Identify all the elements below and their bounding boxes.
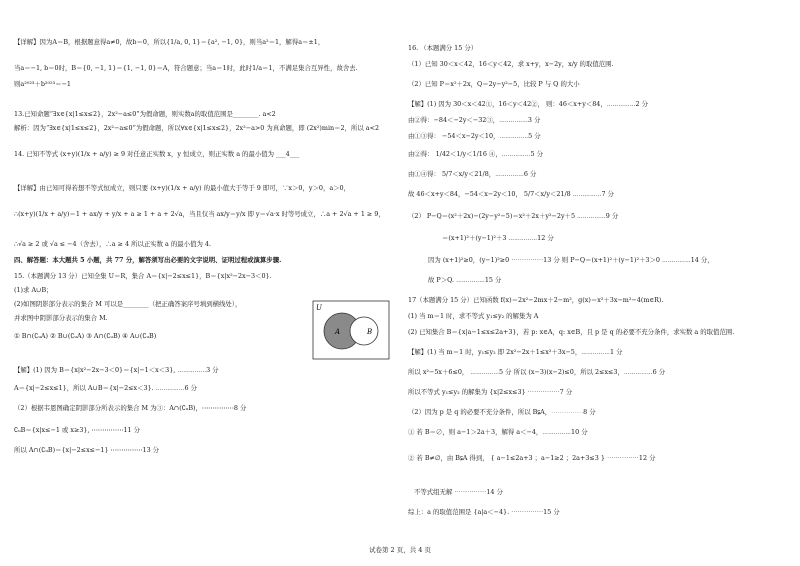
right-line-21: ① 若 B＝∅，则 a−1＞2a＋3，解得 a＜−4，⋯⋯⋯⋯⋯10 分: [408, 428, 588, 436]
right-line-17: 【解】(1) 当 m＝1 时，y₁≤y₂ 即 2x²−2x＋1≤x²＋3x−5，⋯⋯⋯⋯⋯1 分: [408, 348, 623, 356]
left-line-1: 【详解】因为A＝B，根据题意得a≠0，故b＝0，所以{1/a, 0, 1}＝{a², −1, 0}，则当a²＝1，解得a＝±1，: [14, 38, 325, 46]
left-line-18: （2）根据韦恩图确定阴影部分所表示的集合 M 为③：A∩(∁ᵤB)，⋯⋯⋯⋯⋯8 分: [14, 404, 247, 412]
venn-label-a: A: [335, 328, 341, 336]
left-line-14: 并求图中阴影部分表示的集合 M.: [14, 314, 108, 322]
right-line-19: 所以不等式 y₁≤y₂ 的解集为 {x|2≤x≤3} ⋯⋯⋯⋯⋯7 分: [408, 388, 573, 396]
left-line-20: 所以 A∩(∁ᵤB)＝{x|−2≤x≤−1} ⋯⋯⋯⋯⋯13 分: [14, 446, 160, 454]
left-line-4: 13.已知命题“∃x∈{x|1≤x≤2}，2x²−a≤0”为假命题，则实数a的取值范围是________. a<2: [14, 110, 276, 118]
right-line-14: 17（本题满分 15 分）已知函数 f(x)＝2x²−2mx＋2−m²，g(x)＝x²＋3x−m²−4(m∈R).: [408, 296, 664, 304]
right-line-5: 由②得：−84＜−2y＜−32③，⋯⋯⋯⋯⋯3 分: [408, 116, 541, 124]
venn-label-u: U: [316, 304, 322, 312]
left-line-2: 当a＝−1, b＝0时，B＝{0, −1, 1}＝{1, −1, 0}＝A，符合题意；当a＝1时，此时1/a＝1，不满足集合互异性，故舍去.: [14, 64, 358, 72]
left-line-6: 14. 已知不等式 (x+y)(1/x + a/y) ≥ 9 对任意正实数 x，y 恒成立，则正实数 a 的最小值为 ___4___: [14, 150, 300, 158]
left-line-19: ∁ᵤB＝{x|x≤−1 或 x≥3}, ⋯⋯⋯⋯⋯11 分: [14, 426, 141, 434]
left-line-12: (1)求 A∪B；: [14, 286, 53, 294]
right-line-15: (1) 当 m＝1 时，求不等式 y₁≤y₂ 的解集为 A: [408, 312, 539, 320]
right-line-18: 所以 x²−5x＋6≤0， ⋯⋯⋯⋯⋯5 分 所以 (x−3)(x−2)≤0，所以 2≤x≤3，⋯⋯⋯⋯⋯6 分: [408, 368, 666, 376]
right-line-16: (2) 已知集合 B＝{x|a−1≤x≤2a+3}，若 p: x∈A，q: x∈B，且 p 是 q 的必要不充分条件，求实数 a 的取值范围.: [408, 328, 735, 336]
left-line-5: 解析：因为“∃x∈{x|1≤x≤2}，2x²−a≤0”为假命题，所以∀x∈{x|1≤x≤2}，2x²−a>0 为真命题，即 (2x²)min＝2，所以 a<2: [14, 124, 380, 132]
right-line-13: 故 P＞Q. ⋯⋯⋯⋯⋯15 分: [428, 276, 502, 284]
left-line-7: 【详解】由已知可得若想不等式恒成立，则只要 (x+y)(1/x + a/y) 的最小值大于等于 9 即可，∵x＞0，y＞0，a＞0，: [14, 184, 351, 192]
page-footer: 试卷第 2 页，共 4 页: [368, 546, 432, 554]
right-line-2: （1）已知 30＜x＜42，16＜y＜42，求 x+y，x−2y，x/y 的取值范围.: [408, 60, 614, 68]
venn-label-b: B: [367, 328, 373, 336]
right-line-23: 不等式组无解 ⋯⋯⋯⋯⋯14 分: [414, 488, 503, 496]
left-line-3: 则a²⁰²³＋b²⁰²³＝−1: [14, 80, 71, 88]
right-line-11: ＝(x+1)²＋(y−1)²＋3 ⋯⋯⋯⋯⋯12 分: [442, 234, 554, 242]
left-line-15: ① B∩(∁ᵤA) ② B∪(∁ᵤA) ③ A∩(∁ᵤB) ④ A∪(∁ᵤB): [14, 332, 157, 340]
venn-set-b: [350, 317, 378, 345]
right-line-10: （2） P−Q＝(x²＋2x)−(2y−y²−5)＝x²＋2x＋y²−2y＋5 ⋯⋯⋯⋯⋯9 分: [408, 212, 619, 220]
right-line-24: 综上：a 的取值范围是 {a|a＜−4}. ⋯⋯⋯⋯⋯15 分: [408, 508, 560, 516]
left-line-11: 15.（本题满分 13 分）已知全集 U＝R，集合 A＝{x|−2≤x≤1}，B＝{x|x²−2x−3＜0}.: [14, 272, 272, 280]
right-line-22: ② 若 B≠∅，由 B⫋A 得到， { a−1≤2a+3 ；a−1≥2 ；2a+3≤3 } ⋯⋯⋯⋯⋯12 分: [408, 454, 656, 462]
right-line-8: 由①④得： 5/7＜x/y＜21/8，⋯⋯⋯⋯⋯6 分: [408, 170, 537, 178]
left-line-16: 【解】(1) 因为 B＝{x|x²−2x−3＜0}＝{x|−1＜x＜3}, ⋯⋯⋯⋯⋯3 分: [14, 366, 219, 374]
right-line-4: 【解】(1) 因为 30＜x＜42①，16＜y＜42②， 则：46＜x+y＜84，⋯⋯⋯⋯⋯2 分: [408, 100, 648, 108]
right-line-20: （2）因为 p 是 q 的必要不充分条件，所以 B⫋A，⋯⋯⋯⋯⋯8 分: [408, 408, 596, 416]
right-line-1: 16. （本题满分 15 分）: [408, 44, 478, 52]
left-line-17: A＝{x|−2≤x≤1}，所以 A∪B＝{x|−2≤x＜3}. ⋯⋯⋯⋯⋯6 分: [14, 384, 197, 392]
venn-diagram: [312, 300, 390, 360]
left-line-8: ∴(x+y)(1/x + a/y)＝1 + ax/y + y/x + a ≥ 1 + a + 2√a，当且仅当 ax/y＝y/x 即 y＝√a·x 时等号成立，∴a + 2√a + 1 ≥ 9，: [14, 210, 385, 218]
right-line-9: 故 46＜x+y＜84，−54＜x−2y＜10， 5/7＜x/y＜21/8 ⋯⋯⋯⋯⋯7 分: [408, 190, 614, 198]
right-line-12: 因为 (x+1)²≥0，(y−1)²≥0 ⋯⋯⋯⋯⋯13 分 则 P−Q＝(x+1)²＋(y−1)²＋3＞0 ⋯⋯⋯⋯⋯14 分，: [428, 256, 714, 264]
section-heading: 四、解答题：本大题共 5 小题，共 77 分，解答须写出必要的文字说明、证明过程或演算步骤.: [14, 256, 282, 264]
right-line-3: （2）已知 P＝x²＋2x，Q＝2y−y²−5，比较 P 与 Q 的大小: [408, 80, 580, 88]
left-line-9: ∴√a ≥ 2 或 √a ≤ −4（舍去），∴a ≥ 4 所以正实数 a 的最小值为 4.: [14, 240, 211, 248]
right-line-6: 由①③得： −54＜x−2y＜10，⋯⋯⋯⋯⋯5 分: [408, 132, 541, 140]
left-line-13: (2)如图阴影部分表示的集合 M 可以是________（把正确答案序号填到横线处），: [14, 300, 242, 308]
right-line-7: 由②得： 1/42＜1/y＜1/16 ④，⋯⋯⋯⋯⋯5 分: [408, 150, 543, 158]
